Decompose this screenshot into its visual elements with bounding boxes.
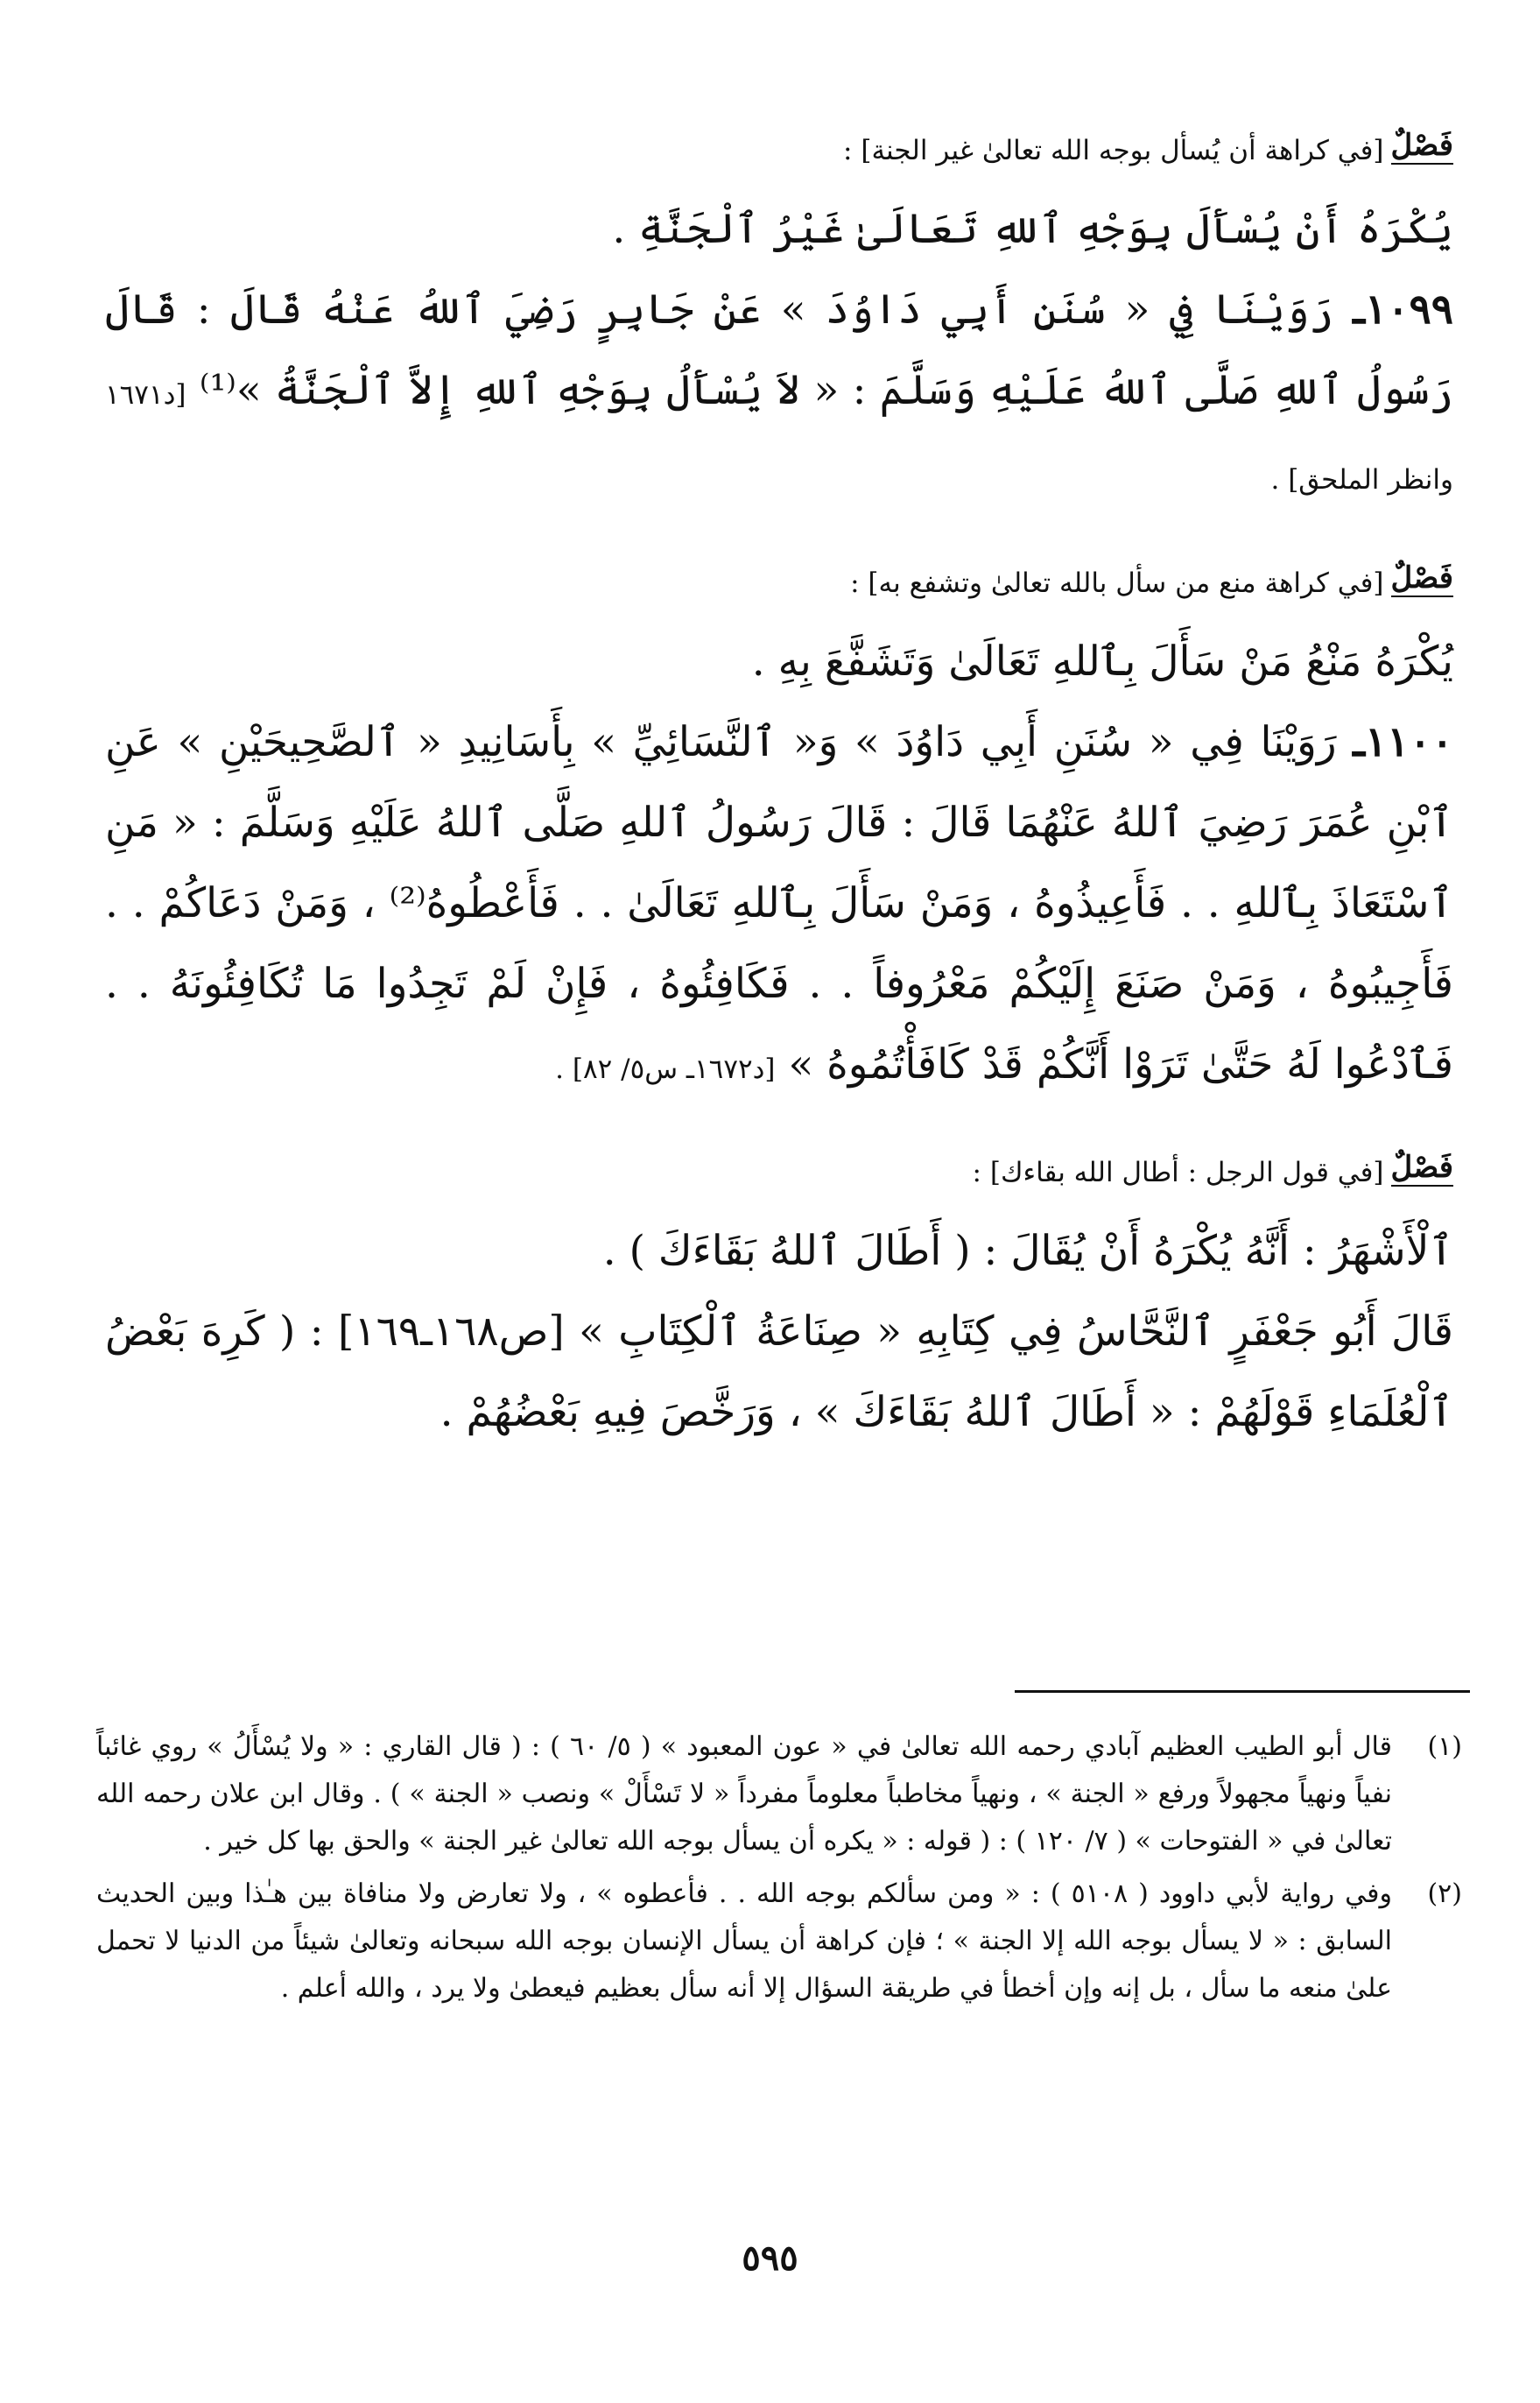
- section-3: [105, 1150, 1453, 1453]
- hadith-number: ١٠٩٩ـ: [1353, 285, 1453, 334]
- footnote: [96, 1871, 1462, 2012]
- main-text: [105, 128, 1453, 1497]
- hadith-text: رَوَيْنَا فِي « سُنَنِ أَبِي دَاوُدَ » وَ« ٱلنَّسَائِيِّ » بِأَسَانِيدِ « ٱلصَّحِيحَيْنِ » عَنِ ٱبْنِ عُمَرَ رَضِيَ ٱللهُ عَنْهُمَا قَالَ : قَالَ رَسُولُ ٱللهِ صَلَّى ٱللهُ عَلَيْهِ وَسَلَّمَ : « مَنِ ٱسْتَعَاذَ بِٱللهِ . . فَأَعِيذُوهُ ، وَمَنْ سَأَلَ بِٱللهِ تَعَالَىٰ . . فَأَعْطُوهُ⁽²⁾ ، وَمَنْ دَعَاكُمْ . . فَأَجِيبُوهُ ، وَمَنْ صَنَعَ إِلَيْكُمْ مَعْرُوفاً . . فَكَافِئُوهُ ، فَإِنْ لَمْ تَجِدُوا مَا تُكَافِئُونَهُ . . فَٱدْعُوا لَهُ حَتَّىٰ تَرَوْا أَنَّكُمْ قَدْ كَافَأْتُمُوهُ »: [105, 718, 1453, 1089]
- quote-paragraph: [105, 1292, 1453, 1453]
- footnote: [96, 1723, 1462, 1865]
- hadith-text: رَوَيْنَا فِي « سُنَنِ أَبِي دَاوُدَ » عَنْ جَابِرٍ رَضِيَ ٱللهُ عَنْهُ قَالَ : قَالَ رَسُولُ ٱللهِ صَلَّى ٱللهُ عَلَيْهِ وَسَلَّمَ : « لاَ يُسْأَلُ بِوَجْهِ ٱللهِ إِلاَّ ٱلْجَنَّةُ »⁽¹⁾: [105, 285, 1453, 414]
- hadith-reference: [د١٦٧١ وانظر الملحق] .: [105, 379, 1453, 496]
- fasl-ornament: فَصْلٌ: [1390, 1150, 1453, 1185]
- hadith-number: ١١٠٠ـ: [1353, 718, 1453, 766]
- section-1: [105, 128, 1453, 520]
- fasl-ornament: فَصْلٌ: [1390, 128, 1453, 163]
- footnote-text: قال أبو الطيب العظيم آبادي رحمه الله تعالىٰ في « عون المعبود » ( ٥/ ٦٠ ) : ( قال القاري : « ولا يُسْأَلُ » روي غائباً نفياً ونهياً مجهولاً ورفع « الجنة » ، ونهياً مخاطباً معلوماً مفرداً « لا تَسْأَلْ » ونصب « الجنة » ) . وقال ابن علان رحمه الله تعالىٰ في « الفتوحات » ( ٧/ ١٢٠ ) : ( قوله : « يكره أن يسأل بوجه الله تعالىٰ غير الجنة » والحق بها كل خير .: [96, 1731, 1392, 1857]
- section-title: [في كراهة منع من سأل بالله تعالىٰ وتشفع به] :: [850, 567, 1384, 599]
- footnote-marker: (٢): [1427, 1878, 1462, 1909]
- hadith-paragraph: [105, 270, 1453, 520]
- section-heading: [105, 1150, 1453, 1192]
- hadith-reference: [د١٦٧٢ـ س٥/ ٨٢] .: [555, 1054, 776, 1085]
- footnote-text: وفي رواية لأبي داوود ( ٥١٠٨ ) : « ومن سألكم بوجه الله . . فأعطوه » ، ولا تعارض ولا منافاة بين هـٰذا وبين الحديث السابق : « لا يسأل بوجه الله إلا الجنة » ؛ فإن كراهة أن يسأل الإنسان بوجه الله سبحانه وتعالىٰ شيئاً من الدنيا لا تحمل علىٰ منعه ما سأل ، بل إنه وإن أخطأ في طريقة السؤال إلا أنه سأل بعظيم فيعطىٰ ولا يرد ، والله أعلم .: [96, 1878, 1393, 2004]
- section-lead: ٱلْأَشْهَرُ : أَنَّهُ يُكْرَهُ أَنْ يُقَالَ : ( أَطَالَ ٱللهُ بَقَاءَكَ ) .: [602, 1227, 1453, 1275]
- section-heading: [105, 560, 1453, 603]
- hadith-paragraph: [105, 702, 1453, 1110]
- page-number: ٥٩٥: [742, 2237, 798, 2279]
- quote-text: قَالَ أَبُو جَعْفَرٍ ٱلنَّحَّاسُ فِي كِتَابِهِ « صِنَاعَةُ ٱلْكِتَابِ » [ص١٦٨ـ١٦٩] : ( كَرِهَ بَعْضُ ٱلْعُلَمَاءِ قَوْلَهُمْ : « أَطَالَ ٱللهُ بَقَاءَكَ » ، وَرَخَّصَ فِيهِ بَعْضُهُمْ .: [105, 1307, 1453, 1436]
- fasl-ornament: فَصْلٌ: [1390, 560, 1453, 595]
- section-title: [في قول الرجل : أطال الله بقاءك] :: [972, 1157, 1384, 1188]
- section-heading: [105, 128, 1453, 170]
- footnote-marker: (١): [1427, 1731, 1462, 1762]
- footnote-divider: [1015, 1690, 1470, 1693]
- footnotes: [96, 1723, 1462, 2018]
- section-title: [في كراهة أن يُسأل بوجه الله تعالىٰ غير الجنة] :: [843, 135, 1384, 166]
- section-lead: يُكْرَهُ مَنْعُ مَنْ سَأَلَ بِٱللهِ تَعَالَىٰ وَتَشَفَّعَ بِهِ .: [751, 638, 1453, 686]
- section-lead: يُكْرَهُ أَنْ يُسْأَلَ بِوَجْهِ ٱللهِ تَعَالَىٰ غَيْرُ ٱلْجَنَّةِ .: [612, 205, 1453, 253]
- section-2: [105, 560, 1453, 1110]
